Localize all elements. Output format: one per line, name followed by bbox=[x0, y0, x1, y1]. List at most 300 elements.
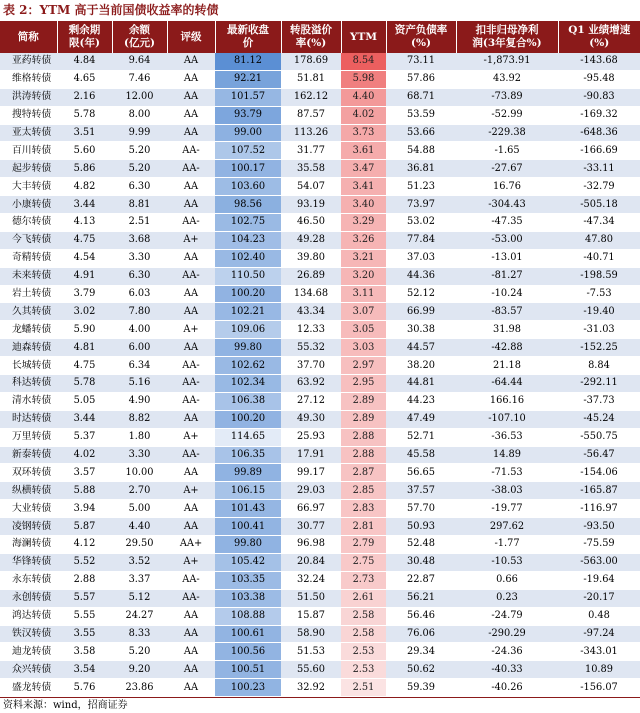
rating-cell: AA bbox=[167, 518, 215, 536]
close-price-cell: 107.52 bbox=[215, 142, 281, 160]
q1-growth-cell: -47.34 bbox=[558, 214, 640, 232]
profit-cagr-cell: 16.76 bbox=[456, 178, 558, 196]
table-row bbox=[0, 571, 640, 589]
debt-ratio-cell: 57.70 bbox=[386, 500, 456, 518]
remaining-term-cell: 2.88 bbox=[57, 571, 112, 589]
profit-cagr-cell: 166.16 bbox=[456, 392, 558, 410]
close-price-cell: 103.35 bbox=[215, 571, 281, 589]
table-row bbox=[0, 643, 640, 661]
close-price-cell: 100.17 bbox=[215, 160, 281, 178]
profit-cagr-cell: -1.77 bbox=[456, 536, 558, 554]
debt-ratio-cell: 30.48 bbox=[386, 553, 456, 571]
q1-growth-cell: -93.50 bbox=[558, 518, 640, 536]
balance-cell: 3.68 bbox=[112, 231, 167, 249]
premium-rate-cell: 32.92 bbox=[281, 679, 341, 697]
ytm-cell: 2.79 bbox=[341, 536, 386, 554]
premium-rate-cell: 113.26 bbox=[281, 124, 341, 142]
ytm-cell: 3.21 bbox=[341, 249, 386, 267]
profit-cagr-cell: -27.67 bbox=[456, 160, 558, 178]
q1-growth-cell: -165.87 bbox=[558, 482, 640, 500]
q1-growth-cell: 0.48 bbox=[558, 607, 640, 625]
column-header-text: 扣非归母净利 bbox=[475, 24, 539, 36]
profit-cagr-cell: -107.10 bbox=[456, 410, 558, 428]
premium-rate-cell: 51.81 bbox=[281, 70, 341, 88]
column-header-text: 余额 bbox=[129, 24, 150, 36]
premium-rate-cell: 51.53 bbox=[281, 643, 341, 661]
ytm-cell: 2.85 bbox=[341, 482, 386, 500]
balance-cell: 2.51 bbox=[112, 214, 167, 232]
bond-name-cell: 海澜转债 bbox=[0, 536, 57, 554]
table-row bbox=[0, 536, 640, 554]
close-price-cell: 99.89 bbox=[215, 464, 281, 482]
bond-name-cell: 大业转债 bbox=[0, 500, 57, 518]
column-header bbox=[167, 21, 215, 53]
premium-rate-cell: 49.28 bbox=[281, 231, 341, 249]
profit-cagr-cell: -71.53 bbox=[456, 464, 558, 482]
premium-rate-cell: 32.24 bbox=[281, 571, 341, 589]
ytm-cell: 3.03 bbox=[341, 339, 386, 357]
close-price-cell: 102.34 bbox=[215, 375, 281, 393]
remaining-term-cell: 4.82 bbox=[57, 178, 112, 196]
rating-cell: AA bbox=[167, 88, 215, 106]
bond-name-cell: 纵横转债 bbox=[0, 482, 57, 500]
table-title: 表 2：YTM 高于当前国债收益率的转债 bbox=[3, 3, 219, 17]
q1-growth-cell: -19.64 bbox=[558, 571, 640, 589]
table-row bbox=[0, 321, 640, 339]
profit-cagr-cell: -64.44 bbox=[456, 375, 558, 393]
q1-growth-cell: -152.25 bbox=[558, 339, 640, 357]
balance-cell: 3.52 bbox=[112, 553, 167, 571]
remaining-term-cell: 4.54 bbox=[57, 249, 112, 267]
premium-rate-cell: 93.19 bbox=[281, 196, 341, 214]
table-row bbox=[0, 410, 640, 428]
debt-ratio-cell: 66.99 bbox=[386, 303, 456, 321]
balance-cell: 5.00 bbox=[112, 500, 167, 518]
rating-cell: AA- bbox=[167, 160, 215, 178]
ytm-cell: 4.02 bbox=[341, 106, 386, 124]
rating-cell: AA bbox=[167, 500, 215, 518]
remaining-term-cell: 4.91 bbox=[57, 267, 112, 285]
column-header-text: 最新收盘 bbox=[227, 24, 269, 36]
close-price-cell: 106.38 bbox=[215, 392, 281, 410]
rating-cell: AA bbox=[167, 303, 215, 321]
premium-rate-cell: 29.03 bbox=[281, 482, 341, 500]
profit-cagr-cell: -52.99 bbox=[456, 106, 558, 124]
column-header-text: (亿元) bbox=[124, 37, 155, 49]
bond-name-cell: 久其转债 bbox=[0, 303, 57, 321]
premium-rate-cell: 134.68 bbox=[281, 285, 341, 303]
bond-name-cell: 亚太转债 bbox=[0, 124, 57, 142]
table-row bbox=[0, 88, 640, 106]
remaining-term-cell: 5.87 bbox=[57, 518, 112, 536]
remaining-term-cell: 5.78 bbox=[57, 106, 112, 124]
remaining-term-cell: 5.86 bbox=[57, 160, 112, 178]
q1-growth-cell: 47.80 bbox=[558, 231, 640, 249]
debt-ratio-cell: 54.88 bbox=[386, 142, 456, 160]
ytm-cell: 2.81 bbox=[341, 518, 386, 536]
rating-cell: AA bbox=[167, 285, 215, 303]
table-row bbox=[0, 106, 640, 124]
column-header-text: 资产负债率 bbox=[394, 24, 448, 36]
ytm-cell: 2.53 bbox=[341, 661, 386, 679]
balance-cell: 4.00 bbox=[112, 321, 167, 339]
rating-cell: AA bbox=[167, 625, 215, 643]
rating-cell: AA- bbox=[167, 214, 215, 232]
debt-ratio-cell: 77.84 bbox=[386, 231, 456, 249]
column-header-text: (%) bbox=[589, 37, 610, 49]
ytm-cell: 2.58 bbox=[341, 607, 386, 625]
premium-rate-cell: 87.57 bbox=[281, 106, 341, 124]
close-price-cell: 105.42 bbox=[215, 553, 281, 571]
ytm-cell: 2.95 bbox=[341, 375, 386, 393]
table-row bbox=[0, 53, 640, 70]
close-price-cell: 100.51 bbox=[215, 661, 281, 679]
profit-cagr-cell: -1,873.91 bbox=[456, 53, 558, 70]
close-price-cell: 106.15 bbox=[215, 482, 281, 500]
column-header-text: YTM bbox=[350, 30, 377, 43]
balance-cell: 4.40 bbox=[112, 518, 167, 536]
q1-growth-cell: -56.47 bbox=[558, 446, 640, 464]
remaining-term-cell: 3.44 bbox=[57, 196, 112, 214]
q1-growth-cell: 8.84 bbox=[558, 357, 640, 375]
remaining-term-cell: 4.13 bbox=[57, 214, 112, 232]
q1-growth-cell: -97.24 bbox=[558, 625, 640, 643]
table-row bbox=[0, 607, 640, 625]
close-price-cell: 100.20 bbox=[215, 285, 281, 303]
balance-cell: 24.27 bbox=[112, 607, 167, 625]
premium-rate-cell: 63.92 bbox=[281, 375, 341, 393]
close-price-cell: 109.06 bbox=[215, 321, 281, 339]
balance-cell: 9.64 bbox=[112, 53, 167, 70]
bond-name-cell: 奇精转债 bbox=[0, 249, 57, 267]
debt-ratio-cell: 38.20 bbox=[386, 357, 456, 375]
remaining-term-cell: 3.55 bbox=[57, 625, 112, 643]
balance-cell: 8.82 bbox=[112, 410, 167, 428]
table-header-row bbox=[0, 21, 640, 53]
remaining-term-cell: 4.75 bbox=[57, 231, 112, 249]
debt-ratio-cell: 56.21 bbox=[386, 589, 456, 607]
remaining-term-cell: 3.58 bbox=[57, 643, 112, 661]
debt-ratio-cell: 73.11 bbox=[386, 53, 456, 70]
premium-rate-cell: 37.70 bbox=[281, 357, 341, 375]
debt-ratio-cell: 57.86 bbox=[386, 70, 456, 88]
bond-name-cell: 搜特转债 bbox=[0, 106, 57, 124]
column-header-text: 转股溢价 bbox=[290, 24, 332, 36]
table-row bbox=[0, 375, 640, 393]
balance-cell: 5.12 bbox=[112, 589, 167, 607]
q1-growth-cell: -31.03 bbox=[558, 321, 640, 339]
table-row bbox=[0, 178, 640, 196]
debt-ratio-cell: 59.39 bbox=[386, 679, 456, 697]
column-header bbox=[281, 21, 341, 53]
bond-name-cell: 新泰转债 bbox=[0, 446, 57, 464]
table-row bbox=[0, 303, 640, 321]
remaining-term-cell: 5.37 bbox=[57, 428, 112, 446]
ytm-cell: 2.83 bbox=[341, 500, 386, 518]
debt-ratio-cell: 56.46 bbox=[386, 607, 456, 625]
bond-name-cell: 大丰转债 bbox=[0, 178, 57, 196]
bond-name-cell: 岩土转债 bbox=[0, 285, 57, 303]
rating-cell: AA bbox=[167, 643, 215, 661]
column-header bbox=[456, 21, 558, 53]
remaining-term-cell: 3.51 bbox=[57, 124, 112, 142]
balance-cell: 1.80 bbox=[112, 428, 167, 446]
remaining-term-cell: 4.81 bbox=[57, 339, 112, 357]
column-header bbox=[112, 21, 167, 53]
profit-cagr-cell: 0.23 bbox=[456, 589, 558, 607]
premium-rate-cell: 96.98 bbox=[281, 536, 341, 554]
remaining-term-cell: 2.16 bbox=[57, 88, 112, 106]
table-row bbox=[0, 553, 640, 571]
table-row bbox=[0, 446, 640, 464]
q1-growth-cell: -40.71 bbox=[558, 249, 640, 267]
premium-rate-cell: 17.91 bbox=[281, 446, 341, 464]
column-header-text: 润(3年复合%) bbox=[472, 37, 542, 49]
table-row bbox=[0, 625, 640, 643]
rating-cell: AA bbox=[167, 70, 215, 88]
ytm-cell: 2.89 bbox=[341, 410, 386, 428]
balance-cell: 3.37 bbox=[112, 571, 167, 589]
table-row bbox=[0, 339, 640, 357]
source-note: 资料来源：wind，招商证券 bbox=[0, 697, 640, 713]
balance-cell: 6.00 bbox=[112, 339, 167, 357]
ytm-cell: 2.58 bbox=[341, 625, 386, 643]
close-price-cell: 108.88 bbox=[215, 607, 281, 625]
premium-rate-cell: 31.77 bbox=[281, 142, 341, 160]
balance-cell: 29.50 bbox=[112, 536, 167, 554]
ytm-cell: 8.54 bbox=[341, 53, 386, 70]
q1-growth-cell: -169.32 bbox=[558, 106, 640, 124]
bond-name-cell: 洪涛转债 bbox=[0, 88, 57, 106]
q1-growth-cell: -648.36 bbox=[558, 124, 640, 142]
table-row bbox=[0, 70, 640, 88]
debt-ratio-cell: 52.12 bbox=[386, 285, 456, 303]
debt-ratio-cell: 30.38 bbox=[386, 321, 456, 339]
balance-cell: 7.46 bbox=[112, 70, 167, 88]
bond-name-cell: 小康转债 bbox=[0, 196, 57, 214]
premium-rate-cell: 12.33 bbox=[281, 321, 341, 339]
bond-name-cell: 龙蟠转债 bbox=[0, 321, 57, 339]
bond-name-cell: 迪龙转债 bbox=[0, 643, 57, 661]
debt-ratio-cell: 52.48 bbox=[386, 536, 456, 554]
premium-rate-cell: 51.50 bbox=[281, 589, 341, 607]
q1-growth-cell: -154.06 bbox=[558, 464, 640, 482]
remaining-term-cell: 5.57 bbox=[57, 589, 112, 607]
rating-cell: AA bbox=[167, 106, 215, 124]
bond-name-cell: 永创转债 bbox=[0, 589, 57, 607]
debt-ratio-cell: 22.87 bbox=[386, 571, 456, 589]
debt-ratio-cell: 44.81 bbox=[386, 375, 456, 393]
column-header-text: (%) bbox=[411, 37, 431, 49]
remaining-term-cell: 3.57 bbox=[57, 464, 112, 482]
table-row bbox=[0, 482, 640, 500]
profit-cagr-cell: -13.01 bbox=[456, 249, 558, 267]
ytm-cell: 3.41 bbox=[341, 178, 386, 196]
rating-cell: AA- bbox=[167, 446, 215, 464]
balance-cell: 9.20 bbox=[112, 661, 167, 679]
profit-cagr-cell: -10.24 bbox=[456, 285, 558, 303]
profit-cagr-cell: -40.33 bbox=[456, 661, 558, 679]
debt-ratio-cell: 29.34 bbox=[386, 643, 456, 661]
premium-rate-cell: 99.17 bbox=[281, 464, 341, 482]
rating-cell: AA bbox=[167, 178, 215, 196]
close-price-cell: 102.75 bbox=[215, 214, 281, 232]
rating-cell: AA bbox=[167, 410, 215, 428]
premium-rate-cell: 26.89 bbox=[281, 267, 341, 285]
table-row bbox=[0, 464, 640, 482]
debt-ratio-cell: 37.57 bbox=[386, 482, 456, 500]
close-price-cell: 93.79 bbox=[215, 106, 281, 124]
rating-cell: A+ bbox=[167, 553, 215, 571]
close-price-cell: 104.23 bbox=[215, 231, 281, 249]
premium-rate-cell: 55.32 bbox=[281, 339, 341, 357]
profit-cagr-cell: -1.65 bbox=[456, 142, 558, 160]
bond-table bbox=[0, 21, 640, 697]
bond-name-cell: 华锋转债 bbox=[0, 553, 57, 571]
debt-ratio-cell: 56.65 bbox=[386, 464, 456, 482]
premium-rate-cell: 66.97 bbox=[281, 500, 341, 518]
rating-cell: AA bbox=[167, 124, 215, 142]
close-price-cell: 98.56 bbox=[215, 196, 281, 214]
q1-growth-cell: -143.68 bbox=[558, 53, 640, 70]
table-row bbox=[0, 500, 640, 518]
bond-name-cell: 亚药转债 bbox=[0, 53, 57, 70]
debt-ratio-cell: 36.81 bbox=[386, 160, 456, 178]
bond-name-cell: 科达转债 bbox=[0, 375, 57, 393]
rating-cell: AA bbox=[167, 679, 215, 697]
rating-cell: A+ bbox=[167, 482, 215, 500]
rating-cell: A+ bbox=[167, 231, 215, 249]
remaining-term-cell: 5.55 bbox=[57, 607, 112, 625]
debt-ratio-cell: 50.62 bbox=[386, 661, 456, 679]
bond-name-cell: 迪森转债 bbox=[0, 339, 57, 357]
profit-cagr-cell: -24.79 bbox=[456, 607, 558, 625]
debt-ratio-cell: 51.23 bbox=[386, 178, 456, 196]
rating-cell: AA bbox=[167, 661, 215, 679]
premium-rate-cell: 54.07 bbox=[281, 178, 341, 196]
q1-growth-cell: -156.07 bbox=[558, 679, 640, 697]
close-price-cell: 92.21 bbox=[215, 70, 281, 88]
close-price-cell: 101.57 bbox=[215, 88, 281, 106]
debt-ratio-cell: 45.58 bbox=[386, 446, 456, 464]
ytm-cell: 3.47 bbox=[341, 160, 386, 178]
balance-cell: 5.20 bbox=[112, 160, 167, 178]
premium-rate-cell: 46.50 bbox=[281, 214, 341, 232]
q1-growth-cell: -32.79 bbox=[558, 178, 640, 196]
q1-growth-cell: -505.18 bbox=[558, 196, 640, 214]
ytm-cell: 3.26 bbox=[341, 231, 386, 249]
q1-growth-cell: -116.97 bbox=[558, 500, 640, 518]
balance-cell: 7.80 bbox=[112, 303, 167, 321]
remaining-term-cell: 4.02 bbox=[57, 446, 112, 464]
ytm-cell: 2.61 bbox=[341, 589, 386, 607]
debt-ratio-cell: 68.71 bbox=[386, 88, 456, 106]
column-header-text: 率(%) bbox=[295, 37, 327, 49]
ytm-cell: 2.97 bbox=[341, 357, 386, 375]
remaining-term-cell: 5.05 bbox=[57, 392, 112, 410]
bond-name-cell: 永东转债 bbox=[0, 571, 57, 589]
column-header bbox=[215, 21, 281, 53]
debt-ratio-cell: 44.36 bbox=[386, 267, 456, 285]
ytm-cell: 2.53 bbox=[341, 643, 386, 661]
balance-cell: 4.90 bbox=[112, 392, 167, 410]
column-header-text: 限(年) bbox=[69, 37, 100, 49]
rating-cell: A+ bbox=[167, 321, 215, 339]
table-row bbox=[0, 661, 640, 679]
bond-name-cell: 维格转债 bbox=[0, 70, 57, 88]
profit-cagr-cell: -73.89 bbox=[456, 88, 558, 106]
rating-cell: AA- bbox=[167, 589, 215, 607]
close-price-cell: 99.80 bbox=[215, 339, 281, 357]
premium-rate-cell: 35.58 bbox=[281, 160, 341, 178]
balance-cell: 3.30 bbox=[112, 249, 167, 267]
bond-name-cell: 起步转债 bbox=[0, 160, 57, 178]
debt-ratio-cell: 73.97 bbox=[386, 196, 456, 214]
balance-cell: 6.30 bbox=[112, 267, 167, 285]
close-price-cell: 100.56 bbox=[215, 643, 281, 661]
ytm-cell: 3.07 bbox=[341, 303, 386, 321]
column-header bbox=[341, 21, 386, 53]
table-row bbox=[0, 679, 640, 697]
q1-growth-cell: -33.11 bbox=[558, 160, 640, 178]
remaining-term-cell: 3.02 bbox=[57, 303, 112, 321]
premium-rate-cell: 39.80 bbox=[281, 249, 341, 267]
remaining-term-cell: 3.44 bbox=[57, 410, 112, 428]
q1-growth-cell: -19.40 bbox=[558, 303, 640, 321]
balance-cell: 2.70 bbox=[112, 482, 167, 500]
premium-rate-cell: 27.12 bbox=[281, 392, 341, 410]
profit-cagr-cell: -40.26 bbox=[456, 679, 558, 697]
ytm-cell: 3.73 bbox=[341, 124, 386, 142]
column-header-text: 简称 bbox=[17, 30, 39, 43]
ytm-cell: 4.40 bbox=[341, 88, 386, 106]
debt-ratio-cell: 76.06 bbox=[386, 625, 456, 643]
premium-rate-cell: 49.30 bbox=[281, 410, 341, 428]
column-header bbox=[0, 21, 57, 53]
balance-cell: 6.30 bbox=[112, 178, 167, 196]
ytm-cell: 5.98 bbox=[341, 70, 386, 88]
close-price-cell: 106.35 bbox=[215, 446, 281, 464]
bond-name-cell: 百川转债 bbox=[0, 142, 57, 160]
rating-cell: AA- bbox=[167, 375, 215, 393]
column-header-text: 价 bbox=[242, 37, 254, 49]
q1-growth-cell: -95.48 bbox=[558, 70, 640, 88]
close-price-cell: 100.20 bbox=[215, 410, 281, 428]
rating-cell: AA bbox=[167, 339, 215, 357]
balance-cell: 3.30 bbox=[112, 446, 167, 464]
close-price-cell: 102.40 bbox=[215, 249, 281, 267]
q1-growth-cell: -37.73 bbox=[558, 392, 640, 410]
q1-growth-cell: -292.11 bbox=[558, 375, 640, 393]
bond-name-cell: 铁汉转债 bbox=[0, 625, 57, 643]
debt-ratio-cell: 52.71 bbox=[386, 428, 456, 446]
remaining-term-cell: 3.79 bbox=[57, 285, 112, 303]
table-body bbox=[0, 53, 640, 697]
rating-cell: AA bbox=[167, 464, 215, 482]
ytm-cell: 3.05 bbox=[341, 321, 386, 339]
profit-cagr-cell: -83.57 bbox=[456, 303, 558, 321]
balance-cell: 8.33 bbox=[112, 625, 167, 643]
ytm-cell: 2.88 bbox=[341, 428, 386, 446]
rating-cell: AA bbox=[167, 196, 215, 214]
profit-cagr-cell: -10.53 bbox=[456, 553, 558, 571]
bond-name-cell: 清水转债 bbox=[0, 392, 57, 410]
close-price-cell: 99.80 bbox=[215, 536, 281, 554]
table-row bbox=[0, 214, 640, 232]
premium-rate-cell: 58.90 bbox=[281, 625, 341, 643]
remaining-term-cell: 3.54 bbox=[57, 661, 112, 679]
close-price-cell: 100.61 bbox=[215, 625, 281, 643]
